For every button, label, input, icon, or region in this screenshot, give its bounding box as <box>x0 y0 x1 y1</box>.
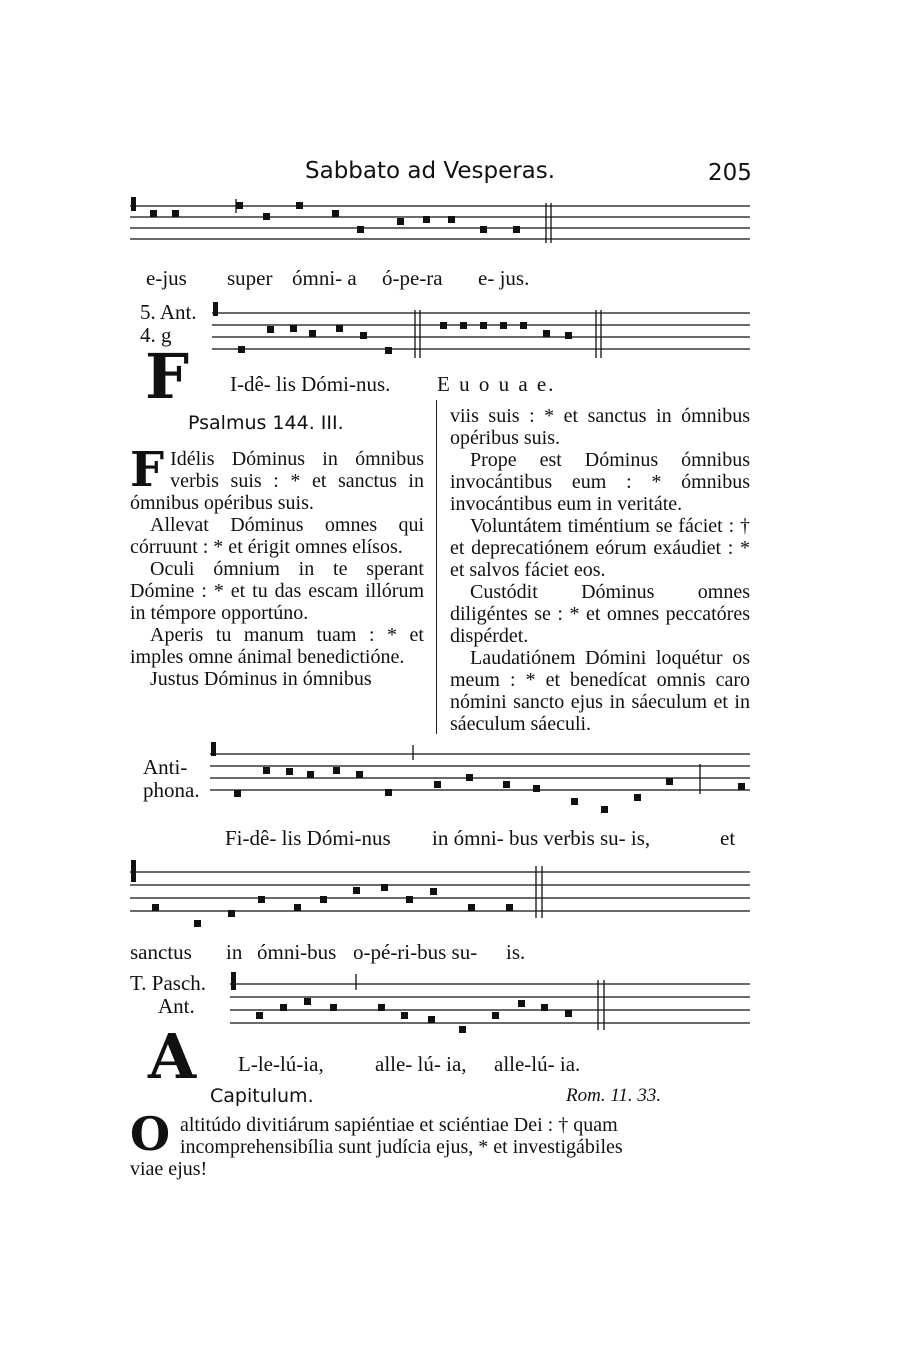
music-staff-2 <box>210 300 752 362</box>
capitulum-title: Capitulum. <box>210 1085 314 1107</box>
initial-letter-A: A <box>148 1020 197 1093</box>
page-title: Sabbato ad Vesperas. <box>305 158 556 184</box>
psalm-verse: F Idélis Dóminus in ómnibus verbis suis : * et sanctus in ómnibus opéribus suis. <box>130 442 424 514</box>
psalm-verse: Prope est Dóminus ómnibus invocántibus eum : * ómnibus invocántibus eum in veritáte. <box>450 449 750 515</box>
psalm-verse: Allevat Dóminus omnes qui córruunt : * et érigit omnes elísos. <box>130 514 424 558</box>
psalm-verse: Custódit Dóminus omnes diligéntes se : * et omnes peccatóres dispérdet. <box>450 581 750 647</box>
psalm-verse: Oculi ómnium in te sperant Dómine : * et tu das escam illórum in témpore opportúno. <box>130 558 424 624</box>
psalm-left-column <box>130 442 424 690</box>
antiphona-lyric-2: in ómni- bus verbis su- is, <box>432 826 651 850</box>
staff1-lyric-5: e- jus. <box>478 266 530 290</box>
capitulum-line-3: viae ejus! <box>130 1158 208 1180</box>
music-staff-1 <box>128 193 752 253</box>
initial-letter-F: F <box>145 340 190 413</box>
tpasch-lyric-2: alle- lú- ia, <box>375 1052 467 1076</box>
antiphona-lyric-5: in <box>226 940 243 964</box>
antiphona-lyric-1: Fi-dê- lis Dómi-nus <box>225 826 391 850</box>
clef-mark <box>131 860 136 882</box>
capitulum-reference: Rom. 11. 33. <box>566 1085 662 1106</box>
clef-mark <box>211 742 216 756</box>
psalm-verse: Aperis tu manum tuam : * et imples omne ánimal benedictióne. <box>130 624 424 668</box>
music-staff-3 <box>208 742 752 814</box>
antiphon5-label: 5. Ant. 4. g <box>140 300 197 347</box>
antiphona-lyric-6: ómni-bus <box>257 940 337 964</box>
antiphon5-lyric-2: E u o u a e. <box>437 372 556 396</box>
column-divider <box>436 400 437 734</box>
psalm-title: Psalmus 144. III. <box>188 412 344 434</box>
psalm-verse: Justus Dóminus in ómnibus <box>150 668 372 690</box>
psalm-verse: Laudatiónem Dómini loquétur os meum : * et benedícat omnis caro nómini sancto ejus in sáeculum et in sáeculum sáeculi. <box>450 647 750 735</box>
clef-mark <box>213 302 218 316</box>
page-number: 205 <box>708 160 752 186</box>
clef-mark <box>131 197 136 211</box>
staff1-lyric-2: super <box>227 266 273 290</box>
initial-letter-O: O <box>130 1107 171 1161</box>
staff1-lyric-1: e-jus <box>146 266 187 290</box>
staff1-lyric-4: ó-pe-ra <box>382 266 443 290</box>
capitulum-line-2: incomprehensibília sunt judícia ejus, * et investigábiles <box>180 1136 623 1158</box>
clef-mark <box>231 972 236 990</box>
tpasch-lyric-3: alle-lú- ia. <box>494 1052 581 1076</box>
tpasch-label: T. Pasch. Ant. <box>130 971 207 1018</box>
music-staff-5 <box>228 970 752 1038</box>
psalm-verse: Voluntátem timéntium se fáciet : † et deprecatiónem eórum exáudiet : * et salvos fáciet eos. <box>450 515 750 581</box>
antiphona-lyric-8: is. <box>506 940 526 964</box>
antiphona-lyric-4: sanctus <box>130 940 192 964</box>
dropcap-F: F <box>130 442 165 498</box>
tpasch-lyric-1: L-le-lú-ia, <box>238 1052 324 1076</box>
antiphona-lyric-7: o-pé-ri-bus su- <box>353 940 478 964</box>
psalm-right-column <box>450 405 750 735</box>
capitulum-text <box>130 1114 751 1180</box>
antiphon5-lyric-1: I-dê- lis Dómi-nus. <box>230 372 391 396</box>
capitulum-line-1: altitúdo divitiárum sapiéntiae et sciéntiae Dei : † quam <box>180 1114 618 1136</box>
antiphona-label: Anti- phona. <box>143 755 200 802</box>
music-staff-4 <box>128 858 752 934</box>
staff1-lyric-3: ómni- a <box>292 266 357 290</box>
antiphona-lyric-3: et <box>720 826 736 850</box>
psalm-verse: viis suis : * et sanctus in ómnibus opéribus suis. <box>450 405 750 449</box>
